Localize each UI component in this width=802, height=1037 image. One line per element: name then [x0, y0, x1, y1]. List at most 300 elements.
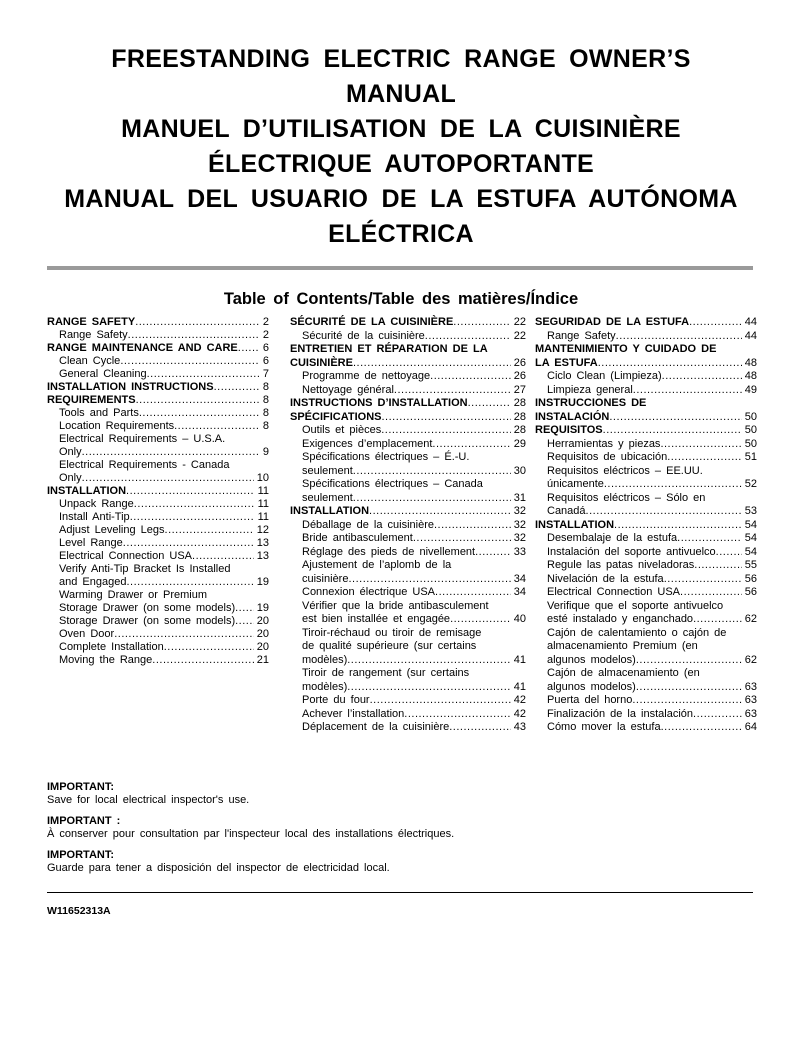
toc-entry-title: Electrical Connection USA [59, 550, 193, 562]
toc-entry-title: Install Anti-Tip [59, 511, 130, 523]
dot-leader [694, 559, 741, 573]
dot-leader [677, 532, 742, 546]
toc-entry-page: 11 [257, 498, 269, 510]
toc-entry-page: 13 [256, 537, 269, 549]
toc-entry-title: LA ESTUFA [535, 356, 598, 369]
toc-entry[interactable] [47, 654, 269, 667]
toc-entry-title: Achever l’installation [302, 707, 405, 720]
toc-entry[interactable] [47, 381, 269, 394]
dot-leader [430, 370, 511, 384]
toc-entry[interactable] [535, 357, 757, 371]
toc-entry[interactable] [535, 451, 757, 465]
toc-entry-page: 42 [513, 707, 526, 720]
toc-entry[interactable] [47, 524, 269, 537]
toc-entry-title: REQUIREMENTS [47, 394, 136, 406]
toc-entry[interactable] [290, 532, 526, 546]
dot-leader [616, 330, 742, 344]
toc-entry-page: 2 [262, 316, 269, 328]
title-line: ELÉCTRICA [328, 220, 474, 248]
toc-entry[interactable] [47, 498, 269, 511]
title-line: MANUAL [345, 80, 457, 108]
toc-entry-page: 10 [256, 472, 269, 484]
toc-entry[interactable] [535, 492, 757, 506]
notice-text: Guarde para tener a disposición del inspector de electricidad local. [47, 861, 390, 874]
toc-entry-title: Finalización de la instalación [547, 707, 694, 720]
toc-entry-title: Ajustement de l’aplomb de la [302, 559, 452, 571]
dot-leader [165, 524, 254, 537]
notice-heading: IMPORTANT: [47, 849, 115, 861]
toc-entry[interactable] [535, 384, 757, 398]
toc-entry[interactable] [535, 397, 757, 411]
toc-entry-page: 6 [262, 342, 269, 354]
toc-entry-title: Tools and Parts [59, 407, 139, 419]
toc-entry[interactable] [290, 519, 526, 533]
toc-entry-title: seulement [302, 464, 353, 477]
dot-leader [347, 681, 511, 695]
toc-entry[interactable] [290, 343, 526, 357]
footer-divider [47, 892, 753, 893]
toc-entry-title: Range Safety [59, 329, 128, 341]
notice-heading: IMPORTANT : [47, 815, 121, 827]
toc-entry[interactable] [47, 576, 269, 589]
toc-entry-title: Moving the Range [59, 654, 153, 666]
toc-entry[interactable] [290, 627, 526, 641]
toc-entry[interactable] [290, 721, 526, 735]
notice-french [47, 815, 454, 840]
dot-leader [381, 411, 510, 425]
toc-entry[interactable] [535, 640, 757, 654]
toc-entry[interactable] [535, 465, 757, 479]
dot-leader [434, 519, 511, 533]
toc-entry[interactable] [47, 589, 269, 602]
toc-entry-page: 51 [744, 451, 757, 463]
toc-entry-title: Verify Anti-Tip Bracket Is Installed [59, 563, 231, 575]
toc-entry[interactable] [535, 532, 757, 546]
toc-entry[interactable] [535, 330, 757, 344]
toc-entry-title: Sécurité de la cuisinière [302, 329, 425, 342]
dot-leader [661, 721, 742, 735]
toc-entry-page: 7 [262, 368, 269, 380]
toc-entry-title: Cajón de almacenamiento (en [547, 667, 700, 679]
toc-entry[interactable] [290, 600, 526, 614]
toc-entry-page: 34 [513, 586, 526, 598]
toc-entry[interactable] [290, 667, 526, 681]
toc-entry-page: 62 [744, 653, 757, 666]
toc-entry-title: INSTALACIÓN [535, 410, 610, 423]
dot-leader [450, 613, 511, 627]
toc-entry-title: Spécifications électriques – É.-U. [302, 451, 470, 463]
dot-leader [633, 384, 742, 398]
toc-entry-title: ENTRETIEN ET RÉPARATION DE LA [290, 343, 488, 355]
toc-entry[interactable] [47, 641, 269, 654]
dot-leader [475, 546, 511, 560]
toc-entry-title: almacenamiento Premium (en [547, 640, 698, 652]
dot-leader [693, 708, 742, 722]
toc-entry[interactable] [535, 478, 757, 492]
toc-entry-page: 50 [744, 410, 757, 423]
toc-entry-title: Electrical Requirements - Canada [59, 459, 230, 471]
dot-leader [134, 498, 255, 511]
toc-entry-page: 22 [513, 316, 526, 328]
toc-entry-page: 19 [256, 576, 269, 588]
toc-entry[interactable] [47, 485, 269, 498]
toc-entry[interactable] [290, 546, 526, 560]
toc-entry-page: 50 [744, 424, 757, 436]
toc-entry-title: Tiroir-réchaud ou tiroir de remisage [302, 626, 482, 639]
toc-entry-title: Storage Drawer (on some models) [59, 615, 236, 627]
dot-leader [353, 492, 511, 506]
toc-entry-page: 63 [744, 680, 757, 693]
toc-entry[interactable] [47, 316, 269, 329]
toc-entry-page: 20 [256, 641, 269, 653]
toc-entry[interactable] [290, 505, 526, 519]
dot-leader [636, 654, 742, 668]
toc-entry[interactable] [290, 316, 526, 330]
toc-entry[interactable] [290, 424, 526, 438]
toc-entry-page: 64 [744, 721, 757, 733]
toc-entry-page: 50 [744, 437, 757, 450]
toc-entry-title: Storage Drawer (on some models) [59, 602, 236, 614]
toc-entry-page: 55 [744, 559, 757, 571]
dot-leader [586, 505, 742, 519]
dot-leader [126, 485, 255, 498]
toc-entry[interactable] [535, 627, 757, 641]
toc-entry-page: 41 [513, 680, 526, 693]
dot-leader [449, 721, 511, 735]
toc-entry[interactable] [47, 407, 269, 420]
toc-entry-title: Range Safety [547, 329, 616, 342]
toc-entry-page: 32 [513, 532, 526, 544]
toc-entry[interactable] [535, 438, 757, 452]
toc-entry[interactable] [535, 667, 757, 681]
notice-english [47, 781, 249, 806]
dot-leader [598, 357, 742, 371]
toc-entry-title: Nivelación de la estufa [547, 572, 664, 585]
toc-entry-page: 32 [513, 505, 526, 517]
toc-entry[interactable] [290, 492, 526, 506]
toc-entry[interactable] [290, 573, 526, 587]
toc-entry[interactable] [47, 563, 269, 576]
toc-entry-page: 20 [256, 615, 269, 627]
dot-leader [660, 438, 741, 452]
toc-entry[interactable] [47, 329, 269, 342]
toc-entry-title: Warming Drawer or Premium [59, 589, 208, 601]
toc-entry-title: modèles) [302, 680, 348, 693]
dot-leader [425, 330, 511, 344]
toc-entry[interactable] [535, 586, 757, 600]
toc-entry-page: 54 [744, 518, 757, 531]
notice-heading: IMPORTANT: [47, 781, 115, 793]
document-number: W11652313A [47, 905, 111, 917]
toc-entry[interactable] [47, 602, 269, 615]
toc-entry-page: 40 [513, 613, 526, 625]
toc-entry-title: esté instalado y enganchado [547, 613, 694, 625]
toc-entry[interactable] [535, 654, 757, 668]
toc-entry[interactable] [47, 472, 269, 485]
toc-entry-page: 53 [744, 505, 757, 517]
toc-entry-page: 44 [744, 316, 757, 328]
toc-entry[interactable] [290, 681, 526, 695]
toc-entry[interactable] [290, 451, 526, 465]
toc-column-french [290, 316, 526, 735]
toc-entry-title: Canadá [547, 505, 586, 517]
toc-entry[interactable] [290, 640, 526, 654]
toc-entry-page: 6 [262, 355, 269, 367]
toc-entry[interactable] [47, 446, 269, 459]
notice-text: Save for local electrical inspector's use. [47, 793, 250, 806]
toc-entry[interactable] [47, 550, 269, 563]
toc-entry[interactable] [290, 613, 526, 627]
dot-leader [680, 586, 742, 600]
dot-leader [120, 355, 260, 368]
toc-entry-page: 11 [257, 485, 269, 497]
toc-entry-title: Vérifier que la bride antibasculement [302, 599, 489, 612]
notice-text: À conserver pour consultation par l'inspecteur local des installations électriques. [47, 827, 455, 840]
toc-entry-title: Level Range [59, 537, 123, 549]
toc-entry[interactable] [290, 357, 526, 371]
toc-entry-page: 63 [744, 707, 757, 720]
toc-entry[interactable] [47, 420, 269, 433]
toc-entry[interactable] [535, 316, 757, 330]
toc-entry-title: SÉCURITÉ DE LA CUISINIÈRE [290, 316, 454, 328]
toc-entry[interactable] [535, 613, 757, 627]
toc-entry[interactable] [47, 433, 269, 446]
dot-leader [174, 420, 260, 433]
toc-entry[interactable] [47, 628, 269, 641]
toc-entry-page: 44 [744, 329, 757, 342]
toc-entry-page: 2 [262, 329, 269, 341]
dot-leader [636, 681, 742, 695]
toc-entry[interactable] [290, 708, 526, 722]
dot-leader [126, 576, 253, 589]
dot-leader [468, 397, 511, 411]
toc-entry-page: 32 [513, 518, 526, 531]
toc-entry-title: INSTALLATION [535, 518, 615, 531]
dot-leader [370, 694, 511, 708]
toc-entry-page: 48 [744, 356, 757, 369]
toc-entry-title: Spécifications électriques – Canada [302, 478, 483, 490]
document-title [0, 42, 802, 252]
toc-entry[interactable] [290, 586, 526, 600]
toc-entry-title: Nettoyage général [302, 383, 394, 396]
toc-entry-title: RANGE MAINTENANCE AND CARE [47, 342, 238, 354]
dot-leader [82, 472, 254, 485]
dot-leader [413, 532, 511, 546]
dot-leader [435, 586, 511, 600]
toc-entry-title: Regule las patas niveladoras [547, 559, 695, 571]
toc-entry[interactable] [535, 600, 757, 614]
dot-leader [152, 654, 253, 667]
toc-entry-page: 22 [513, 329, 526, 342]
toc-entry-title: CUISINIÈRE [290, 356, 353, 369]
dot-leader [136, 394, 260, 407]
toc-entry[interactable] [535, 694, 757, 708]
toc-entry[interactable] [47, 459, 269, 472]
toc-entry-page: 63 [744, 694, 757, 706]
toc-entry-page: 54 [744, 532, 757, 544]
toc-entry-page: 49 [744, 383, 757, 396]
toc-entry[interactable] [290, 411, 526, 425]
toc-entry[interactable] [535, 559, 757, 573]
toc-entry-title: MANTENIMIENTO Y CUIDADO DE [535, 343, 717, 355]
toc-entry[interactable] [47, 615, 269, 628]
toc-entry[interactable] [290, 654, 526, 668]
toc-entry[interactable] [290, 438, 526, 452]
toc-entry[interactable] [535, 573, 757, 587]
toc-entry[interactable] [290, 694, 526, 708]
toc-entry-page: 19 [256, 602, 269, 614]
dot-leader [716, 546, 742, 560]
toc-entry-title: Requisitos eléctricos – EE.UU. [547, 464, 703, 477]
notice-spanish [47, 849, 390, 874]
toc-heading: Table of Contents/Table des matières/Índice [223, 290, 579, 308]
dot-leader [381, 424, 511, 438]
toc-entry-title: General Cleaning [59, 368, 147, 380]
title-line: MANUAL DEL USUARIO DE LA ESTUFA AUTÓNOMA [64, 185, 738, 213]
toc-column-spanish [535, 316, 757, 735]
toc-entry[interactable] [47, 368, 269, 381]
dot-leader [369, 505, 511, 519]
dot-leader [353, 465, 511, 479]
toc-entry-title: Réglage des pieds de nivellement [302, 545, 476, 558]
dot-leader [147, 368, 260, 381]
toc-entry-title: Déballage de la cuisinière [302, 518, 434, 531]
dot-leader [394, 384, 511, 398]
toc-entry[interactable] [290, 370, 526, 384]
toc-entry-title: Exigences d’emplacement [302, 437, 433, 450]
dot-leader [235, 615, 254, 628]
toc-entry-page: 41 [513, 653, 526, 666]
toc-entry[interactable] [535, 721, 757, 735]
toc-entry-title: Tiroir de rangement (sur certains [302, 667, 470, 679]
toc-entry[interactable] [290, 478, 526, 492]
dot-leader [662, 370, 742, 384]
toc-entry-title: Clean Cycle [59, 355, 121, 367]
toc-entry-page: 13 [256, 550, 269, 562]
toc-entry-title: INSTALLATION [290, 505, 370, 517]
toc-entry-title: INSTALLATION INSTRUCTIONS [47, 381, 214, 393]
toc-entry-page: 31 [513, 491, 526, 504]
dot-leader [432, 438, 510, 452]
toc-entry-title: seulement [302, 491, 353, 504]
toc-entry-page: 28 [513, 410, 526, 423]
toc-entry[interactable] [535, 681, 757, 695]
toc-entry-title: Requisitos eléctricos – Sólo en [547, 491, 706, 504]
toc-entry-title: Porte du four [302, 694, 370, 706]
dot-leader [453, 316, 510, 330]
dot-leader [135, 316, 260, 329]
title-line: FREESTANDING ELECTRIC RANGE OWNER’S [111, 45, 691, 73]
toc-entry-title: Electrical Connection USA [547, 586, 681, 598]
dot-leader [689, 316, 742, 330]
toc-entry[interactable] [535, 370, 757, 384]
toc-entry-title: Verifique que el soporte antivuelco [547, 599, 724, 612]
toc-entry[interactable] [535, 546, 757, 560]
dot-leader [82, 446, 260, 459]
toc-entry-title: Location Requirements [59, 420, 175, 432]
toc-entry-page: 8 [262, 407, 269, 419]
toc-entry[interactable] [47, 511, 269, 524]
toc-entry-title: Ciclo Clean (Limpieza) [547, 370, 662, 382]
toc-entry-page: 26 [513, 370, 526, 382]
toc-entry-title: Herramientas y piezas [547, 437, 661, 450]
dot-leader [632, 694, 741, 708]
toc-entry[interactable] [47, 342, 269, 355]
toc-entry-title: algunos modelos) [547, 653, 636, 666]
toc-entry[interactable] [535, 343, 757, 357]
toc-entry-title: INSTALLATION [47, 485, 127, 497]
toc-entry-title: Limpieza general [547, 383, 633, 396]
dot-leader [614, 519, 742, 533]
toc-entry-title: est bien installée et engagée [302, 613, 451, 625]
toc-entry[interactable] [290, 559, 526, 573]
dot-leader [214, 381, 260, 394]
dot-leader [353, 357, 511, 371]
toc-entry-page: 52 [744, 478, 757, 490]
dot-leader [347, 654, 511, 668]
title-line: MANUEL D’UTILISATION DE LA CUISINIÈRE [121, 115, 681, 143]
toc-entry[interactable] [535, 505, 757, 519]
toc-entry-title: INSTRUCCIONES DE [535, 397, 647, 409]
toc-entry[interactable] [47, 394, 269, 407]
toc-entry-page: 42 [513, 694, 526, 706]
toc-entry[interactable] [290, 397, 526, 411]
toc-entry-title: Adjust Leveling Legs [59, 524, 165, 536]
toc-entry-title: algunos modelos) [547, 680, 636, 693]
toc-entry[interactable] [535, 519, 757, 533]
toc-entry[interactable] [290, 465, 526, 479]
toc-entry-title: Only [59, 472, 82, 484]
dot-leader [192, 550, 254, 563]
dot-leader [114, 628, 254, 641]
toc-entry-page: 56 [744, 586, 757, 598]
dot-leader [603, 424, 742, 438]
toc-entry-page: 8 [262, 394, 269, 406]
toc-entry-page: 28 [513, 397, 526, 409]
toc-entry-title: Instalación del soporte antivuelco [547, 545, 716, 558]
toc-column-english [47, 316, 269, 667]
toc-entry-title: únicamente [547, 478, 604, 490]
toc-entry-title: Requisitos de ubicación [547, 451, 668, 463]
toc-entry-page: 30 [513, 464, 526, 477]
toc-entry-page: 56 [744, 572, 757, 585]
toc-entry-title: Déplacement de la cuisinière [302, 721, 450, 733]
toc-entry-title: SEGURIDAD DE LA ESTUFA [535, 316, 690, 328]
dot-leader [139, 407, 260, 420]
toc-entry-title: de qualité supérieure (sur certains [302, 640, 477, 652]
toc-entry[interactable] [535, 411, 757, 425]
toc-entry-page: 8 [262, 381, 269, 393]
dot-leader [348, 573, 510, 587]
toc-entry-title: Desembalaje de la estufa [547, 532, 678, 544]
toc-entry-title: Bride antibasculement [302, 532, 413, 544]
toc-entry[interactable] [47, 355, 269, 368]
toc-entry[interactable] [290, 384, 526, 398]
toc-entry[interactable] [290, 330, 526, 344]
dot-leader [404, 708, 510, 722]
dot-leader [238, 342, 260, 355]
dot-leader [235, 602, 254, 615]
dot-leader [604, 478, 742, 492]
toc-entry[interactable] [535, 424, 757, 438]
dot-leader [164, 641, 254, 654]
toc-entry-page: 34 [513, 572, 526, 585]
toc-entry-page: 20 [256, 628, 269, 640]
toc-entry[interactable] [47, 537, 269, 550]
toc-entry-page: 62 [744, 613, 757, 625]
toc-entry[interactable] [535, 708, 757, 722]
toc-entry-page: 33 [513, 545, 526, 558]
